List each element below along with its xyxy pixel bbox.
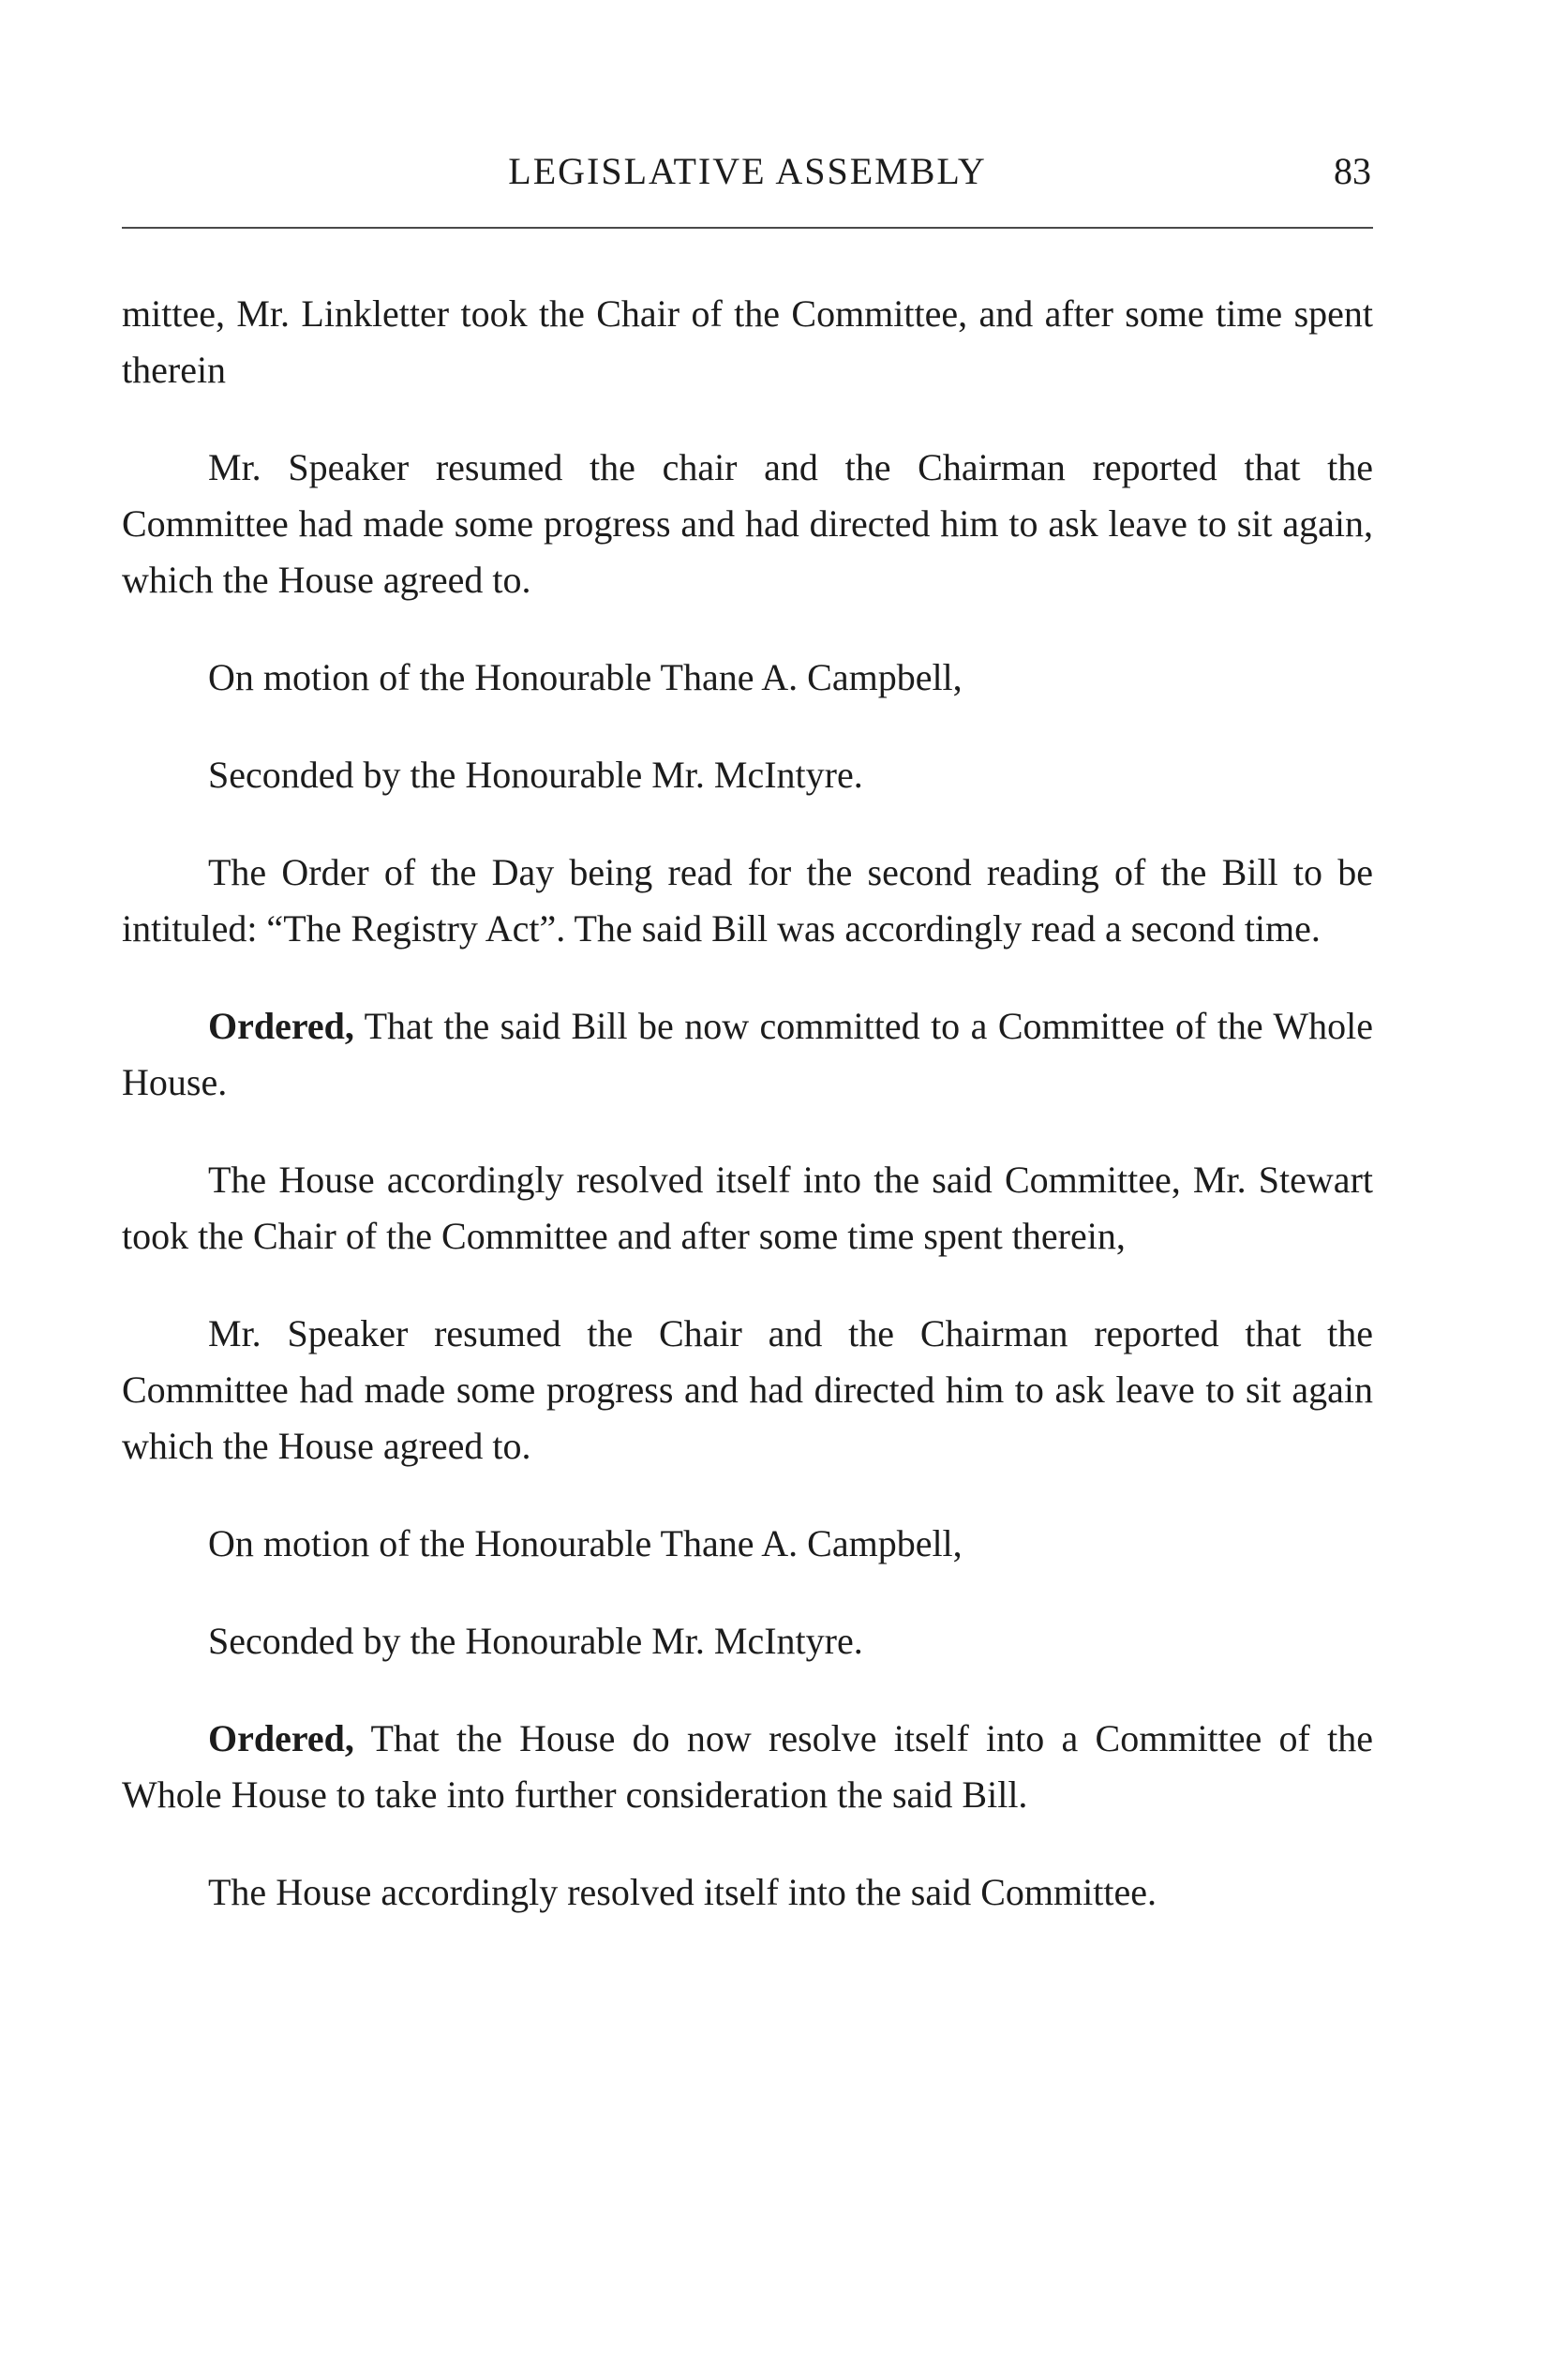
paragraph: The House accordingly resolved itself into the said Committee. bbox=[208, 1871, 1157, 1913]
page-number: 83 bbox=[1334, 150, 1371, 192]
header-rule bbox=[122, 227, 1373, 229]
paragraph: On motion of the Honourable Thane A. Campbell, bbox=[208, 656, 963, 698]
running-header bbox=[122, 148, 1373, 208]
paragraph: Mr. Speaker resumed the chair and the Chairman reported that the Committee had made some progress and had directed him to ask leave to sit again, which the House agreed to. bbox=[122, 446, 1373, 601]
document-body bbox=[122, 286, 1373, 1962]
ordered-lead: Ordered, bbox=[208, 1717, 354, 1759]
paragraph: mittee, Mr. Linkletter took the Chair of the Committee, and after some time spent therein bbox=[122, 292, 1373, 391]
paragraph: The House accordingly resolved itself into the said Committee, Mr. Stewart took the Chair of the Committee and after some time spent therein, bbox=[122, 1159, 1373, 1257]
paragraph: Seconded by the Honourable Mr. McIntyre. bbox=[208, 1620, 863, 1662]
ordered-lead: Ordered, bbox=[208, 1005, 354, 1047]
paragraph: On motion of the Honourable Thane A. Campbell, bbox=[208, 1522, 963, 1564]
header-title: LEGISLATIVE ASSEMBLY bbox=[508, 150, 987, 192]
paragraph: Mr. Speaker resumed the Chair and the Chairman reported that the Committee had made some progress and had directed him to ask leave to sit again which the House agreed to. bbox=[122, 1312, 1373, 1467]
paragraph: Ordered, That the House do now resolve itself into a Committee of the Whole House to take into further consideration the said Bill. bbox=[122, 1717, 1373, 1816]
paragraph: The Order of the Day being read for the second reading of the Bill to be intituled: “The Registry Act”. The said Bill was accordingly read a second time. bbox=[122, 851, 1373, 950]
paragraph: Ordered, That the said Bill be now committed to a Committee of the Whole House. bbox=[122, 1005, 1373, 1103]
paragraph: Seconded by the Honourable Mr. McIntyre. bbox=[208, 754, 863, 796]
